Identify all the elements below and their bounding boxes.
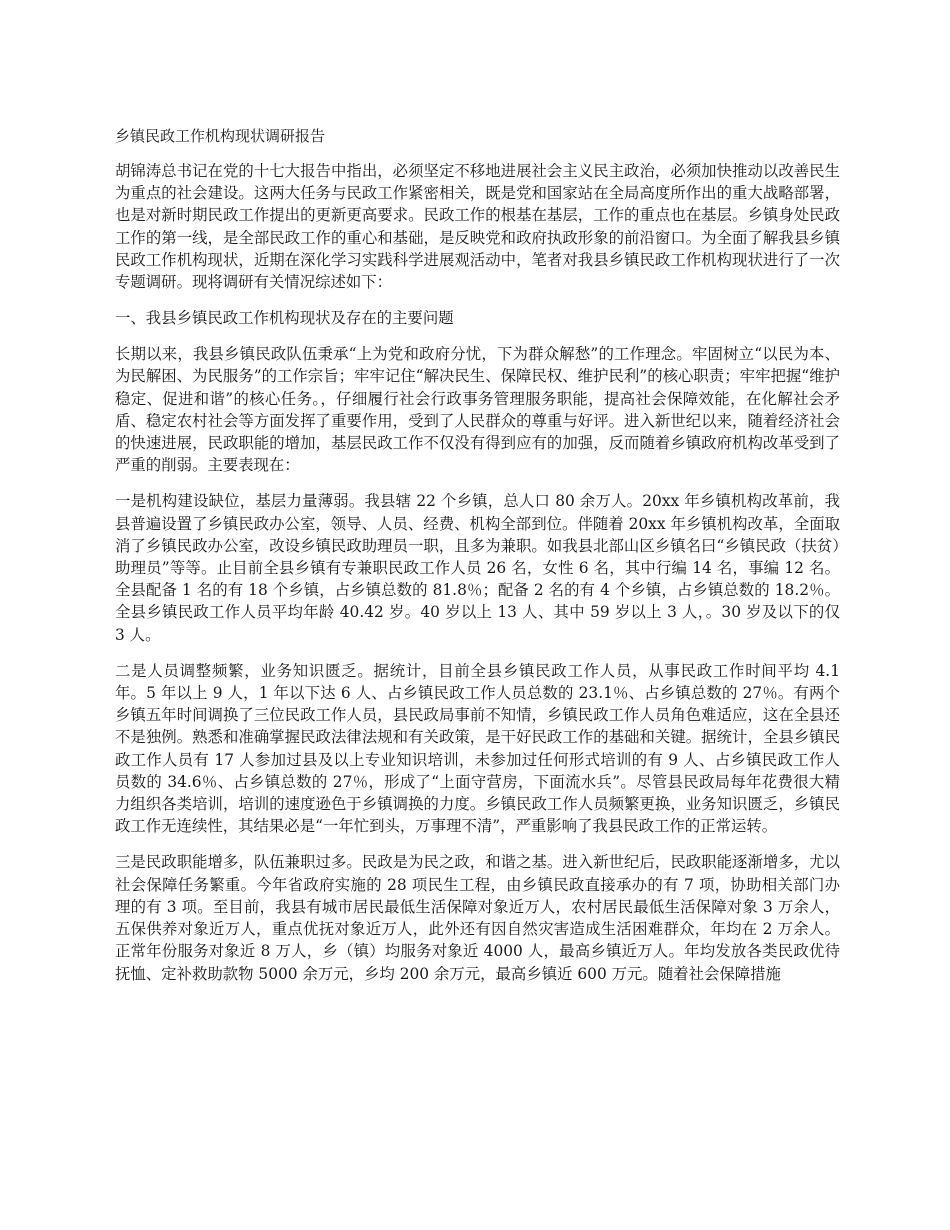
document-page bbox=[115, 126, 840, 999]
point-two-paragraph: 二是人员调整频繁，业务知识匮乏。据统计，目前全县乡镇民政工作人员，从事民政工作时间平均 4.1 年。5 年以上 9 人，1 年以下达 6 人、占乡镇民政工作人员总数的 23.1％、占乡镇总数的 27％。有两个乡镇五年时间调换了三位民政工作人员，县民政局事前不知情，乡镇民政工作人员角色难适应，这在全县还不是独例。熟悉和准确掌握民政法律法规和有关政策，是干好民政工作的基础和关键。据统计，全县乡镇民政工作人员有 17 人参加过县及以上专业知识培训，未参加过任何形式培训的有 9 人、占乡镇民政工作人员数的 34.6％、占乡镇总数的 27％，形成了“上面守营房，下面流水兵”。尽管县民政局每年花费很大精力组织各类培训，培训的速度逊色于乡镇调换的力度。乡镇民政工作人员频繁更换，业务知识匮乏，乡镇民政工作无连续性，其结果必是“一年忙到头，万事理不清”，严重影响了我县民政工作的正常运转。 bbox=[115, 661, 840, 836]
section-heading: 一、我县乡镇民政工作机构现状及存在的主要问题 bbox=[115, 309, 454, 328]
document-title: 乡镇民政工作机构现状调研报告 bbox=[115, 127, 326, 145]
section-paragraph: 长期以来，我县乡镇民政队伍秉承“上为党和政府分忧，下为群众解愁”的工作理念。牢固树立“以民为本、为民解困、为民服务”的工作宗旨；牢牢记住“解决民生、保障民权、维护民利”的核心职责；牢牢把握“维护稳定、促进和谐”的核心任务。，仔细履行社会行政事务管理服务职能，提高社会保障效能，在化解社会矛盾、稳定农村社会等方面发挥了重要作用，受到了人民群众的尊重与好评。进入新世纪以来，随着经济社会的快速进展，民政职能的增加，基层民政工作不仅没有得到应有的加强，反而随着乡镇政府机构改革受到了严重的削弱。主要表现在： bbox=[115, 345, 840, 475]
intro-paragraph: 胡锦涛总书记在党的十七大报告中指出，必须坚定不移地进展社会主义民主政治，必须加快推动以改善民生为重点的社会建设。这两大任务与民政工作紧密相关，既是党和国家站在全局高度所作出的重大战略部署，也是对新时期民政工作提出的更新更高要求。民政工作的根基在基层，工作的重点也在基层。乡镇身处民政工作的第一线，是全部民政工作的重心和基础，是反映党和政府执政形象的前沿窗口。为全面了解我县乡镇民政工作机构现状，近期在深化学习实践科学进展观活动中，笔者对我县乡镇民政工作机构现状进行了一次专题调研。现将调研有关情况综述如下： bbox=[115, 162, 840, 292]
point-three-paragraph: 三是民政职能增多，队伍兼职过多。民政是为民之政，和谐之基。进入新世纪后，民政职能逐渐增多，尤以社会保障任务繁重。今年省政府实施的 28 项民生工程，由乡镇民政直接承办的有 7 项，协助相关部门办理的有 3 项。至目前，我县有城市居民最低生活保障对象近万人，农村居民最低生活保障对象 3 万余人，五保供养对象近万人，重点优抚对象近万人，此外还有因自然灾害造成生活困难群众，年均在 2 万余人。正常年份服务对象近 8 万人，乡（镇）均服务对象近 4000 人，最高乡镇近万人。年均发放各类民政优待抚恤、定补救助款物 5000 余万元，乡均 200 余万元，最高乡镇近 600 万元。随着社会保障措施 bbox=[115, 853, 840, 983]
point-one-paragraph: 一是机构建设缺位，基层力量薄弱。我县辖 22 个乡镇，总人口 80 余万人。20xx 年乡镇机构改革前，我县普遍设置了乡镇民政办公室，领导、人员、经费、机构全部到位。伴随着 20xx 年乡镇机构改革，全面取消了乡镇民政办公室，改设乡镇民政助理员一职，且多为兼职。如我县北部山区乡镇名曰“乡镇民政（扶贫）助理员”等等。止目前全县乡镇有专兼职民政工作人员 26 名，女性 6 名，其中行编 14 名，事编 12 名。全县配备 1 名的有 18 个乡镇，占乡镇总数的 81.8％；配备 2 名的有 4 个乡镇，占乡镇总数的 18.2％。全县乡镇民政工作人员平均年龄 40.42 岁。40 岁以上 13 人、其中 59 岁以上 3 人，。30 岁及以下的仅 3 人。 bbox=[115, 492, 840, 644]
